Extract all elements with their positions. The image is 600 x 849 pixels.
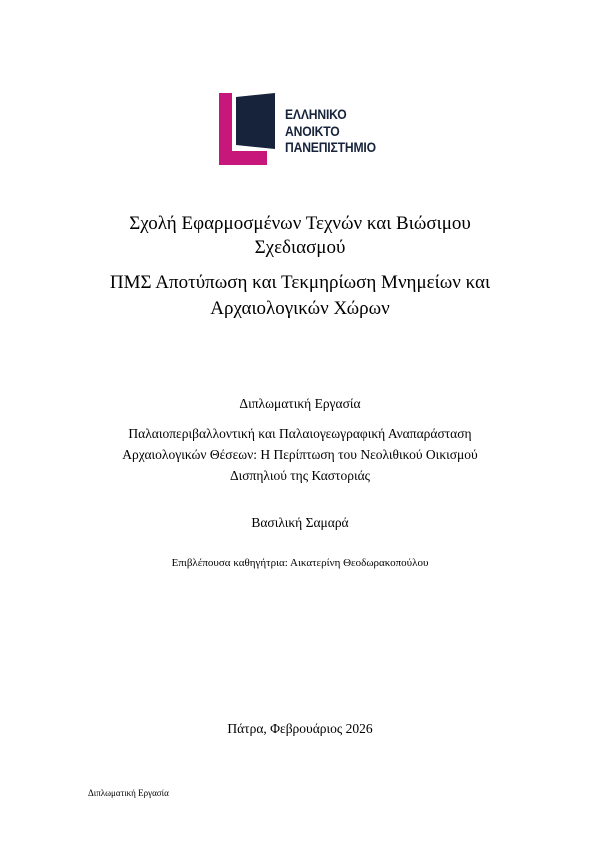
university-logo-text [285,107,376,157]
thesis-type: Διπλωματική Εργασία [239,396,361,411]
university-logo-mark-icon [219,93,275,165]
program-line-2: Αρχαιολογικών Χώρων [210,298,390,319]
logo-line-3: ΠΑΝΕΠΙΣΤΗΜΙΟ [285,140,376,155]
thesis-title-line-3: Δισπηλιού της Καστοριάς [229,468,371,483]
program-name [0,270,600,322]
logo-line-1: ΕΛΛΗΝΙΚΟ [285,107,347,122]
supervisor: Επιβλέπουσα καθηγήτρια: Αικατερίνη Θεοδωρακοπούλου [171,557,429,569]
thesis-title [0,423,600,486]
school-line-1: Σχολή Εφαρμοσμένων Τεχνών και Βιώσιμου [129,213,471,234]
school-line-2: Σχεδιασμού [254,237,346,258]
university-logo [219,93,409,165]
thesis-title-line-2: Αρχαιολογικών Θέσεων: Η Περίπτωση του Νεολιθικού Οικισμού [122,447,478,462]
logo-line-2: ΑΝΟΙΚΤΟ [285,123,340,139]
program-line-1: ΠΜΣ Αποτύπωση και Τεκμηρίωση Μνημείων και [109,272,491,293]
school-name [0,212,600,260]
place-date: Πάτρα, Φεβρουάριος 2026 [227,721,373,736]
thesis-title-line-1: Παλαιοπεριβαλλοντική και Παλαιογεωγραφική Αναπαράσταση [128,426,472,441]
author-name: Βασιλική Σαμαρά [251,515,349,530]
page-footer: Διπλωματική Εργασία [88,788,169,798]
